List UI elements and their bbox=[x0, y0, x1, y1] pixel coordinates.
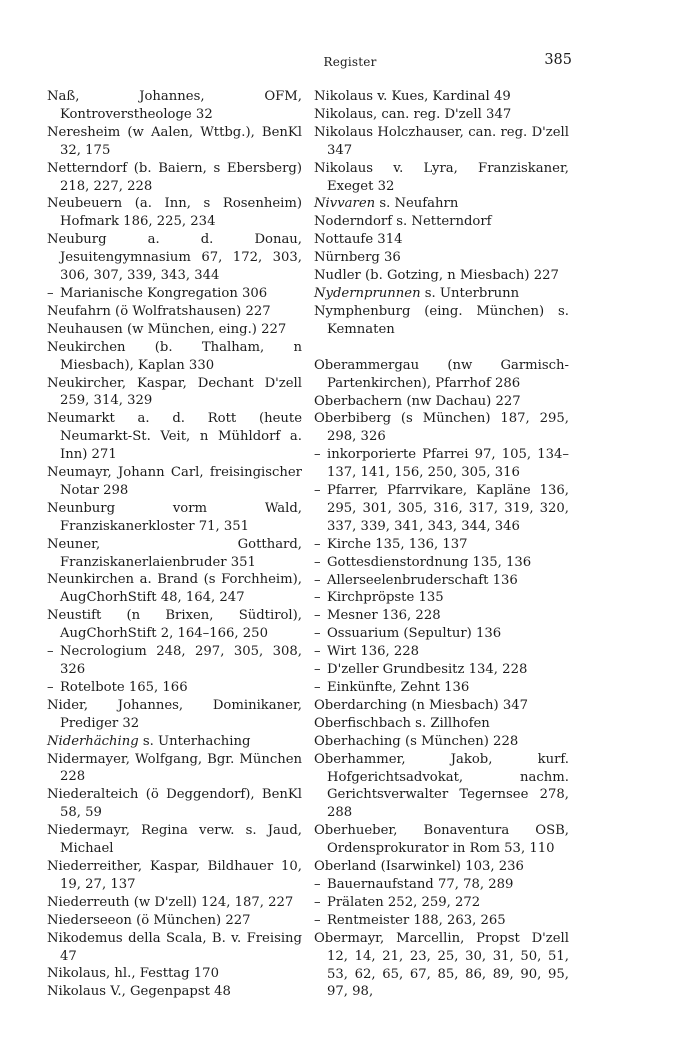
index-entry-text: inkorporierte Pfarrei 97, 105, 134–137, 141, 156, 250, 305, 316 bbox=[327, 447, 569, 481]
index-entry bbox=[314, 715, 569, 733]
index-entry-text: Nikolaus Holczhauser, can. reg. D'zell 347 bbox=[314, 124, 569, 158]
index-entry-text: Pfarrer, Pfarrvikare, Kapläne 136, 295, 301, 305, 316, 317, 319, 320, 337, 339, 341, 343, 344, 346 bbox=[327, 483, 569, 534]
index-subentry bbox=[47, 285, 302, 303]
index-entry bbox=[47, 858, 302, 894]
index-entry bbox=[314, 195, 569, 213]
index-entry-text: Nikolaus, can. reg. D'zell 347 bbox=[314, 106, 512, 122]
index-entry bbox=[47, 375, 302, 411]
index-entry-text: Oberland (Isarwinkel) 103, 236 bbox=[314, 859, 524, 875]
index-entry-text: Nikolaus V., Gegenpapst 48 bbox=[47, 984, 231, 1000]
page-number: 385 bbox=[544, 52, 572, 68]
index-entry-text: Bauernaufstand 77, 78, 289 bbox=[327, 876, 514, 892]
index-entry bbox=[47, 464, 302, 500]
index-entry-text: Nürnberg 36 bbox=[314, 250, 401, 266]
index-entry-term: Nivvaren bbox=[314, 196, 376, 212]
index-entry-text: Neukirchen (b. Thalham, n Miesbach), Kaplan 330 bbox=[47, 339, 302, 373]
index-entry bbox=[314, 249, 569, 267]
index-entry-text: Kirchpröpste 135 bbox=[327, 590, 444, 606]
index-entry-text: Nikolaus, hl., Festtag 170 bbox=[47, 966, 219, 982]
index-entry-text: Oberammergau (nw Garmisch-Partenkirchen), Pfarrhof 286 bbox=[314, 357, 569, 391]
index-entry-term: Nydernprunnen bbox=[314, 285, 421, 301]
index-entry-text: Niederseeon (ö München) 227 bbox=[47, 912, 251, 928]
index-entry bbox=[47, 607, 302, 643]
index-entry bbox=[47, 912, 302, 930]
index-entry-text: Wirt 136, 228 bbox=[327, 644, 420, 660]
index-subentry bbox=[314, 661, 569, 679]
index-entry bbox=[314, 751, 569, 823]
index-subentry bbox=[47, 679, 302, 697]
index-entry bbox=[47, 231, 302, 285]
index-entry bbox=[47, 160, 302, 196]
index-entry-text: Naß, Johannes, OFM, Kontroverstheologe 32 bbox=[47, 89, 302, 122]
index-entry bbox=[47, 751, 302, 787]
index-entry-text: Niederreuth (w D'zell) 124, 187, 227 bbox=[47, 894, 294, 910]
index-entry bbox=[314, 124, 569, 160]
index-entry bbox=[47, 339, 302, 375]
index-entry bbox=[314, 410, 569, 446]
index-entry-text: Neresheim (w Aalen, Wttbg.), BenKl 32, 175 bbox=[47, 124, 302, 158]
index-entry-text: Oberbachern (nw Dachau) 227 bbox=[314, 393, 521, 409]
index-entry-text: s. Neufahrn bbox=[375, 196, 459, 212]
index-entry bbox=[314, 285, 569, 303]
index-entry bbox=[314, 213, 569, 231]
index-entry-text: Gottesdienstordnung 135, 136 bbox=[327, 554, 532, 570]
index-entry-text: Nikodemus della Scala, B. v. Freising 47 bbox=[47, 930, 302, 964]
index-entry bbox=[47, 321, 302, 339]
index-subentry bbox=[47, 643, 302, 679]
index-entry bbox=[314, 858, 569, 876]
index-column-left bbox=[47, 88, 302, 1001]
index-entry-text: Nidermayer, Wolfgang, Bgr. München 228 bbox=[47, 751, 302, 785]
index-entry bbox=[47, 965, 302, 983]
index-entry-text: Kirche 135, 136, 137 bbox=[327, 536, 468, 552]
index-entry-text: Neunkirchen a. Brand (s Forchheim), AugChorhStift 48, 164, 247 bbox=[47, 572, 302, 606]
index-entry-text: Oberdarching (n Miesbach) 347 bbox=[314, 697, 529, 713]
index-entry bbox=[47, 124, 302, 160]
index-entry-term: Niderhäching bbox=[47, 733, 139, 749]
index-entry bbox=[47, 697, 302, 733]
index-entry-text: Marianische Kongregation 306 bbox=[60, 285, 268, 301]
index-entry-text: Nikolaus v. Lyra, Franziskaner, Exeget 32 bbox=[314, 160, 569, 194]
index-entry bbox=[314, 393, 569, 411]
index-entry bbox=[47, 571, 302, 607]
index-entry bbox=[314, 930, 569, 1002]
index-entry-text: Nider, Johannes, Dominikaner, Prediger 32 bbox=[47, 697, 302, 731]
index-subentry bbox=[314, 446, 569, 482]
index-subentry bbox=[314, 572, 569, 590]
index-entry-text: Oberhammer, Jakob, kurf. Hofgerichtsadvokat, nachm. Gerichtsverwalter Tegernsee 278, 288 bbox=[314, 751, 569, 821]
index-subentry bbox=[314, 536, 569, 554]
index-entry-text: Nikolaus v. Kues, Kardinal 49 bbox=[314, 89, 511, 104]
index-entry bbox=[47, 983, 302, 1001]
index-subentry bbox=[314, 894, 569, 912]
index-entry-text: Oberbiberg (s München) 187, 295, 298, 326 bbox=[314, 411, 569, 445]
index-entry-text: Niedermayr, Regina verw. s. Jaud, Michael bbox=[47, 823, 302, 857]
index-subentry bbox=[314, 607, 569, 625]
index-entry bbox=[47, 303, 302, 321]
index-entry bbox=[47, 786, 302, 822]
index-subentry bbox=[314, 876, 569, 894]
index-entry bbox=[314, 303, 569, 339]
index-entry bbox=[314, 267, 569, 285]
index-subentry bbox=[314, 643, 569, 661]
index-entry-text: Niederalteich (ö Deggendorf), BenKl 58, 59 bbox=[47, 787, 302, 821]
index-entry-text: Rentmeister 188, 263, 265 bbox=[327, 912, 506, 928]
index-entry-text: Neumayr, Johann Carl, freisingischer Notar 298 bbox=[47, 465, 302, 498]
index-entry bbox=[47, 733, 302, 751]
index-subentry bbox=[314, 679, 569, 697]
index-entry bbox=[47, 536, 302, 572]
index-entry-text: Allerseelenbruderschaft 136 bbox=[327, 572, 518, 588]
index-subentry bbox=[314, 625, 569, 643]
index-entry bbox=[314, 160, 569, 196]
index-entry-text: Nudler (b. Gotzing, n Miesbach) 227 bbox=[314, 268, 559, 284]
index-entry-text: Neufahrn (ö Wolfratshausen) 227 bbox=[47, 303, 271, 319]
index-entry-text: Necrologium 248, 297, 305, 308, 326 bbox=[60, 644, 302, 677]
page-header bbox=[0, 52, 700, 72]
index-entry-text: Ossuarium (Sepultur) 136 bbox=[327, 626, 502, 642]
index-entry-text: Neukircher, Kaspar, Dechant D'zell 259, 314, 329 bbox=[47, 375, 302, 409]
index-entry bbox=[314, 697, 569, 715]
index-subentry bbox=[314, 589, 569, 607]
index-subentry bbox=[314, 912, 569, 930]
index-entry-text: Neuner, Gotthard, Franziskanerlaienbruder 351 bbox=[47, 536, 302, 570]
index-entry-text: Prälaten 252, 259, 272 bbox=[327, 894, 481, 910]
index-entry bbox=[47, 195, 302, 231]
index-entry-text: Neuhausen (w München, eing.) 227 bbox=[47, 321, 287, 337]
index-entry-text: Obermayr, Marcellin, Propst D'zell 12, 14, 21, 23, 25, 30, 31, 50, 51, 53, 62, 65, 67, 85, 86, 89, 90, 95, 97, 98, bbox=[314, 930, 569, 1000]
index-entry-text: Nottaufe 314 bbox=[314, 232, 403, 248]
index-entry-text: Oberhueber, Bonaventura OSB, Ordensprokurator in Rom 53, 110 bbox=[314, 823, 569, 857]
index-subentry bbox=[314, 554, 569, 572]
index-entry-text: Neuburg a. d. Donau, Jesuitengymnasium 67, 172, 303, 306, 307, 339, 343, 344 bbox=[47, 232, 302, 284]
running-head: Register bbox=[323, 55, 377, 69]
index-entry-text: Nymphenburg (eing. München) s. Kemnaten bbox=[314, 303, 569, 337]
index-entry bbox=[47, 822, 302, 858]
index-entry-text: D'zeller Grundbesitz 134, 228 bbox=[327, 662, 528, 678]
index-entry-text: Neubeuern (a. Inn, s Rosenheim) Hofmark 186, 225, 234 bbox=[47, 196, 302, 230]
index-entry-text: Noderndorf s. Netterndorf bbox=[314, 214, 492, 230]
index-entry-text: Oberhaching (s München) 228 bbox=[314, 733, 519, 749]
index-column-right bbox=[314, 88, 569, 1001]
index-entry-text: Rotelbote 165, 166 bbox=[60, 679, 188, 695]
index-entry-text: Einkünfte, Zehnt 136 bbox=[327, 680, 470, 695]
index-entry bbox=[47, 894, 302, 912]
index-entry-text: Neunburg vorm Wald, Franziskanerkloster 71, 351 bbox=[47, 500, 302, 534]
index-entry-text: s. Unterhaching bbox=[138, 733, 251, 749]
index-entry bbox=[314, 106, 569, 124]
index-entry-text: Oberfischbach s. Zillhofen bbox=[314, 715, 490, 731]
index-entry bbox=[314, 231, 569, 249]
index-entry bbox=[314, 733, 569, 751]
index-entry bbox=[47, 88, 302, 124]
index-entry-text: s. Unterbrunn bbox=[420, 285, 520, 301]
index-entry-text: Neustift (n Brixen, Südtirol), AugChorhStift 2, 164–166, 250 bbox=[47, 608, 302, 642]
index-entry bbox=[47, 410, 302, 464]
index-entry bbox=[314, 357, 569, 393]
index-entry-text: Netterndorf (b. Baiern, s Ebersberg) 218, 227, 228 bbox=[47, 160, 302, 194]
index-entry-text: Niederreither, Kaspar, Bildhauer 10, 19, 27, 137 bbox=[47, 858, 302, 892]
index-entry bbox=[47, 500, 302, 536]
index-entry-text: Neumarkt a. d. Rott (heute Neumarkt-St. Veit, n Mühldorf a. Inn) 271 bbox=[47, 411, 302, 463]
index-entry bbox=[314, 88, 569, 106]
index-entry-text: Mesner 136, 228 bbox=[327, 608, 441, 624]
index-entry bbox=[47, 930, 302, 966]
index-entry bbox=[314, 822, 569, 858]
index-subentry bbox=[314, 482, 569, 536]
